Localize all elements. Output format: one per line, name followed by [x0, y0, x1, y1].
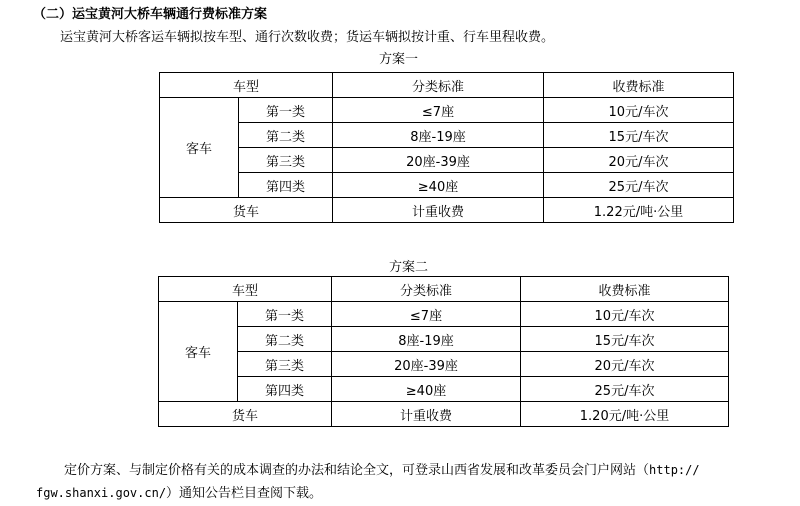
plan-1-caption: 方案一 — [379, 52, 419, 67]
passenger-label: 客车 — [160, 98, 239, 198]
fee-cell: 10元/车次 — [544, 98, 734, 123]
criteria-cell: ≤7座 — [333, 98, 544, 123]
header-fee: 收费标准 — [521, 277, 729, 302]
intro-paragraph: 运宝黄河大桥客运车辆拟按车型、通行次数收费；货运车辆拟按计重、行车里程收费。 — [60, 30, 555, 45]
table-row — [160, 148, 734, 173]
criteria-cell: 20座-39座 — [333, 148, 544, 173]
criteria-cell: 计重收费 — [332, 402, 521, 427]
criteria-cell: 8座-19座 — [333, 123, 544, 148]
footer-paragraph — [36, 459, 796, 505]
table-row — [160, 98, 734, 123]
criteria-cell: ≥40座 — [333, 173, 544, 198]
class-cell: 第一类 — [239, 98, 333, 123]
header-fee: 收费标准 — [544, 73, 734, 98]
fee-cell: 15元/车次 — [521, 327, 729, 352]
fee-cell: 10元/车次 — [521, 302, 729, 327]
plan-1-table — [159, 72, 734, 223]
class-cell: 第二类 — [238, 327, 332, 352]
criteria-cell: 计重收费 — [333, 198, 544, 223]
class-cell: 第二类 — [239, 123, 333, 148]
fee-cell: 1.20元/吨·公里 — [521, 402, 729, 427]
class-cell: 第四类 — [239, 173, 333, 198]
criteria-cell: 8座-19座 — [332, 327, 521, 352]
fee-cell: 15元/车次 — [544, 123, 734, 148]
truck-label: 货车 — [160, 198, 333, 223]
criteria-cell: 20座-39座 — [332, 352, 521, 377]
fee-cell: 20元/车次 — [521, 352, 729, 377]
table-row — [160, 123, 734, 148]
class-cell: 第三类 — [238, 352, 332, 377]
table-header-row — [159, 277, 729, 302]
passenger-label: 客车 — [159, 302, 238, 402]
table-row — [160, 173, 734, 198]
truck-label: 货车 — [159, 402, 332, 427]
fee-cell: 20元/车次 — [544, 148, 734, 173]
fee-cell: 25元/车次 — [544, 173, 734, 198]
table-row — [159, 402, 729, 427]
header-criteria: 分类标准 — [333, 73, 544, 98]
table-row — [159, 327, 729, 352]
criteria-cell: ≥40座 — [332, 377, 521, 402]
table-row — [159, 302, 729, 327]
header-criteria: 分类标准 — [332, 277, 521, 302]
table-row — [160, 198, 734, 223]
table-row — [159, 377, 729, 402]
footer-text: 定价方案、与制定价格有关的成本调查的办法和结论全文，可登录山西省发展和改革委员会门户网站（ — [64, 463, 650, 478]
class-cell: 第四类 — [238, 377, 332, 402]
section-heading: （二）运宝黄河大桥车辆通行费标准方案 — [33, 7, 268, 22]
class-cell: 第三类 — [239, 148, 333, 173]
website-url: http:// fgw.shanxi.gov.cn/ — [36, 463, 700, 500]
footer-text-end: ）通知公告栏目查阅下载。 — [166, 486, 323, 501]
fee-cell: 25元/车次 — [521, 377, 729, 402]
class-cell: 第一类 — [238, 302, 332, 327]
table-header-row — [160, 73, 734, 98]
plan-2-caption: 方案二 — [389, 260, 429, 275]
header-vehicle-type: 车型 — [159, 277, 332, 302]
fee-cell: 1.22元/吨·公里 — [544, 198, 734, 223]
criteria-cell: ≤7座 — [332, 302, 521, 327]
table-row — [159, 352, 729, 377]
plan-2-table — [158, 276, 729, 427]
header-vehicle-type: 车型 — [160, 73, 333, 98]
